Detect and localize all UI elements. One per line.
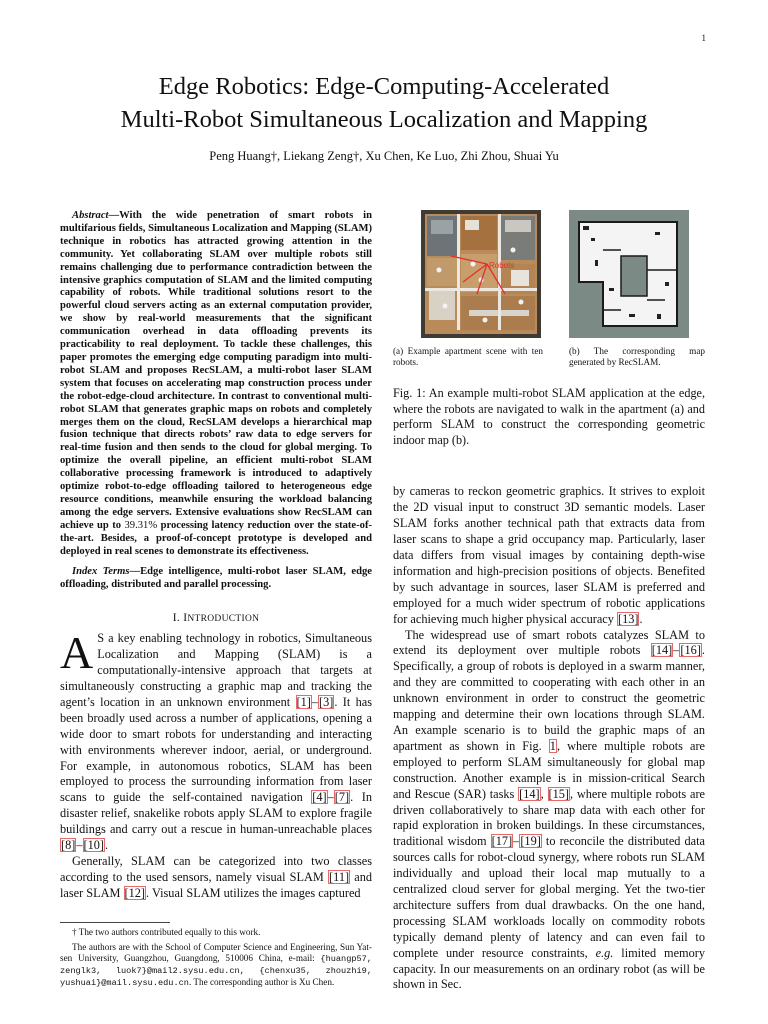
range-dash: –	[513, 834, 520, 849]
footnote-emails: {huangp57, zenglk3, luok7}@mail2.sysu.edu.cn, {chenxu35, zhouzhi9, yushuai}@mail.sysu.edu.cn	[60, 953, 372, 988]
author-list: Peng Huang†, Liekang Zeng†, Xu Chen, Ke Luo, Zhi Zhou, Shuai Yu	[209, 149, 559, 163]
title-line-1: Edge Robotics: Edge-Computing-Accelerated	[158, 73, 610, 100]
body-text: by cameras to reckon geometric graphics. It strives to exploit the 2D visual input to construct 3D semantic models. Laser SLAM forks another technical path that extracts data from laser scans to shape a grid occupancy map. Particularly, laser data differs from visual images by containing depth-wise information and high-precision positions of objects. Benefited by such advantage in sources, laser SLAM is preferred and employed for a much wider spectrum of robotic applications for achieving much higher physical accuracy	[393, 484, 705, 626]
italic-eg: e.g.	[595, 945, 614, 960]
intro-text: and laser SLAM	[60, 869, 372, 900]
citation-link[interactable]: [16]	[680, 643, 701, 658]
right-column	[393, 210, 705, 993]
index-terms-lead: Index Terms	[72, 566, 130, 578]
page-number: 1	[701, 33, 706, 43]
citation-link[interactable]: [4]	[312, 790, 327, 805]
citation-link[interactable]: [1]	[296, 694, 311, 709]
intro-text: . It has been broadly used across a number of applications, opening a wide door to smart robots for understanding and interacting with environments wherever indoor, aerial, or underground. For example, in autonomous robotics, SLAM has been employed to process the surrounding information from laser scans to guide the self-contained navigation	[60, 694, 372, 805]
citation-link[interactable]: [19]	[520, 834, 541, 849]
section-numeral: I.	[172, 612, 181, 625]
index-terms	[60, 566, 372, 592]
abstract-text-2: processing latency reduction over the state-of-the-art. Besides, a proof-of-concept prototype is developed and deployed in real scenes to demonstrate its effectiveness.	[60, 519, 373, 557]
figure-link[interactable]: 1	[549, 738, 556, 753]
range-dash: –	[76, 838, 83, 853]
robots-label: Robots	[489, 261, 515, 270]
intro-text: . Visual SLAM utilizes the images captured	[146, 885, 361, 900]
footnote-affiliation	[60, 942, 372, 989]
citation-link[interactable]: [14]	[519, 786, 540, 801]
footnote-text: . The corresponding author is Xu Chen.	[188, 976, 335, 987]
citation-link[interactable]: [17]	[491, 834, 513, 849]
citation-link[interactable]: [14]	[651, 643, 673, 658]
right-paragraph-2	[393, 628, 705, 994]
citation-link[interactable]: [10]	[83, 838, 104, 853]
body-text: .	[639, 611, 643, 626]
citation-link[interactable]: [7]	[334, 790, 350, 805]
apartment-scene-svg	[421, 210, 541, 338]
intro-paragraph-2	[60, 854, 372, 902]
figure-1-caption: Fig. 1: An example multi-robot SLAM application at the edge, where the robots are navigated to walk in the apartment (a) and perform SLAM to construct the corresponding geometric indoor map (b).	[393, 386, 705, 447]
subfigure-b	[555, 210, 705, 368]
footnote-rule	[60, 922, 170, 923]
citation-link[interactable]: [12]	[124, 885, 146, 900]
body-text: The widespread use of smart robots catalyzes SLAM to extend its deployment over multiple robots	[393, 627, 705, 658]
range-dash: –	[327, 790, 334, 805]
right-paragraph-1	[393, 484, 705, 627]
range-dash: –	[311, 694, 319, 709]
subfigure-a-caption: (a) Example apartment scene with ten robots.	[393, 346, 543, 367]
intro-text: S a key enabling technology in robotics, Simultaneous Localization and Mapping (SLAM) is a computationally-intensive approach that targets at simultaneously constructing a graphic map and tracking the agent’s location in an unknown environment	[60, 631, 372, 709]
body-text: . Specifically, a group of robots is deployed in a swarm manner, and they are committed to cooperating with each other in an unknown environment in order to construct the geometric mapping and determine their own locations through SLAM. An example scenario is to build the graphic maps of an apartment as shown in Fig.	[393, 643, 705, 753]
citation-link[interactable]: [11]	[329, 869, 350, 884]
left-column	[60, 210, 372, 989]
section-first-letter: I	[183, 612, 188, 625]
figure-1	[393, 210, 705, 368]
citation-link[interactable]: [15]	[548, 786, 569, 801]
subfigure-a	[393, 210, 543, 368]
drop-cap: A	[60, 627, 94, 679]
right-body	[393, 484, 705, 993]
footnote-equal-contribution: † The two authors contributed equally to this work.	[72, 926, 261, 937]
abstract	[60, 210, 372, 558]
title-line-2: Multi-Robot Simultaneous Localization and Mapping	[120, 106, 648, 133]
range-dash: –	[673, 643, 680, 658]
slam-map-image	[569, 210, 689, 338]
paper-title	[60, 70, 708, 136]
body-text: , where multiple robots are driven collaboratively to share map data with each other for rapid exploration in broken buildings. In these circumstances, traditional wisdom	[393, 786, 705, 849]
abstract-text-1: —With the wide penetration of smart robots in multifarious fields, Simultaneous Localization and Mapping (SLAM) technique in robotics has attracted growing attention in the community. Yet collaborating SLAM over multiple robots still remains challenging due to performance contradiction between the intensive graphics computation of SLAM and the limited computing capability of robots. While traditional solutions resort to the powerful cloud servers acting as an external computation provider, we show by real-world measurements that the significant communication overhead in data offloading prevents its practicability to real deployment. To tackle these challenges, this paper promotes the emerging edge computing paradigm into multi-robot SLAM and proposes RecSLAM, a multi-robot laser SLAM system that focuses on accelerating map construction process under the robot-edge-cloud architecture. In contrast to conventional multi-robot SLAM that generates graphic maps on robots and completely merges them on the cloud, RecSLAM develops a hierarchical map fusion technique that directs robots’ raw data to edge servers for real-time fusion and then sends to the cloud for global merging. To optimize the overall pipeline, an efficient multi-robot SLAM collaborative processing framework is introduced to adaptively optimize robot-to-edge offloading tailored to heterogeneous edge resource conditions, meanwhile ensuring the workload balancing among the edge servers. Extensive evaluations show RecSLAM can achieve up to	[60, 210, 372, 531]
intro-text: . In disaster relief, snakelike robots apply SLAM to explore fragile buildings and carry out a rescue in human-unreachable places	[60, 790, 372, 837]
body-text: ,	[540, 786, 548, 801]
abstract-lead: Abstract	[72, 210, 109, 221]
apartment-scene-image	[421, 210, 541, 338]
intro-text: Generally, SLAM can be categorized into two classes according to the used sensors, namely visual SLAM	[60, 853, 372, 884]
citation-link[interactable]: [8]	[61, 838, 76, 853]
index-terms-text: —Edge intelligence, multi-robot laser SLAM, edge offloading, distributed and parallel processing.	[60, 566, 372, 591]
section-rest: NTRODUCTION	[187, 614, 260, 625]
slam-map-svg	[569, 210, 689, 338]
body-text: limited memory capacity. In our measurements on an ordinary robot (as will be shown in Sec.	[393, 945, 705, 992]
body-text: , where multiple robots are employed to perform SLAM simultaneously for global map construction. Another example is in mission-critical Search and Rescue (SAR) tasks	[393, 738, 705, 801]
citation-link[interactable]: [13]	[617, 611, 639, 626]
section-heading-introduction	[60, 612, 372, 624]
intro-paragraph-1	[60, 627, 372, 854]
citation-link[interactable]: [3]	[319, 694, 334, 709]
body-text: to reconcile the distributed data sources calls for robot-cloud synergy, where robots run SLAM individually and upload their local map mutually to a centralized cloud server for global merging. Yet the two-tier architecture suffers from dual drawbacks. On the one hand, processing SLAM workloads locally on commodity robots typically demand plenty of latency and can even fail to complete under resource constraints,	[393, 834, 705, 960]
subfigure-b-caption: (b) The corresponding map generated by RecSLAM.	[569, 346, 705, 367]
footnote-text: The authors are with the School of Computer Science and Engineering, Sun Yat-sen University, Guangzhou, Guangdong, 510006 China, e-mail:	[60, 941, 372, 963]
abstract-number: 39.31%	[124, 519, 158, 531]
intro-text: .	[105, 838, 109, 853]
